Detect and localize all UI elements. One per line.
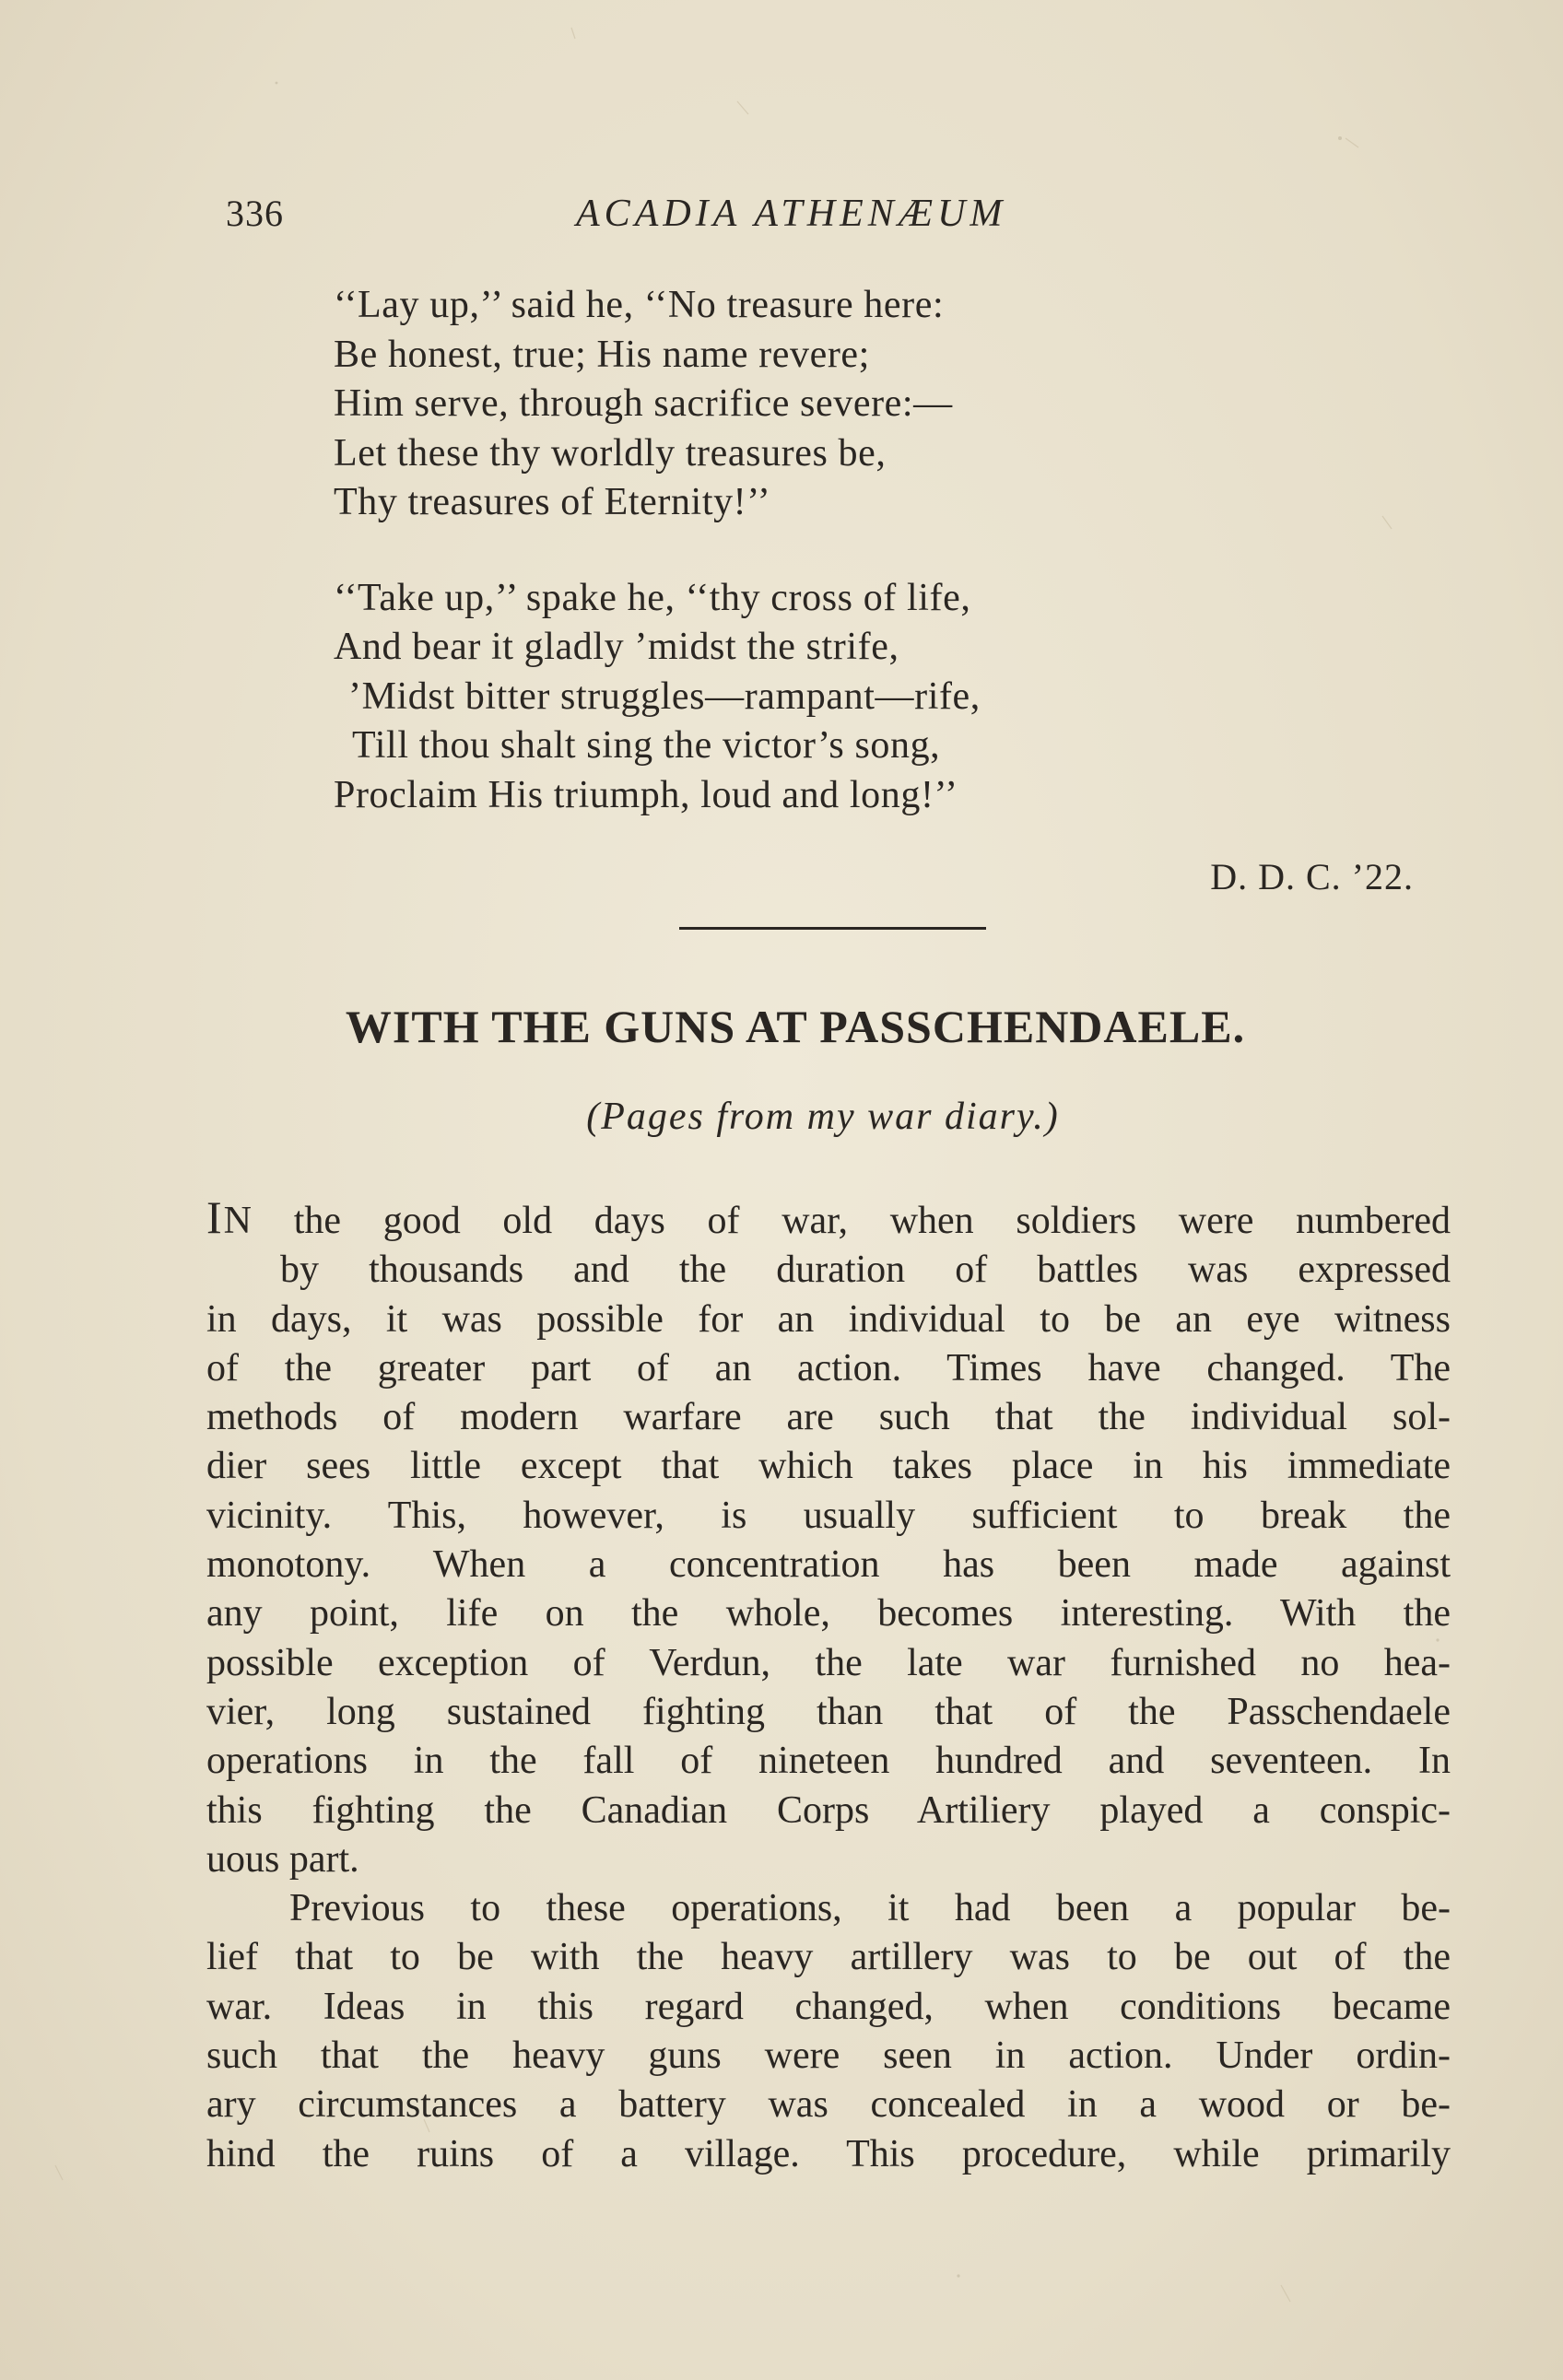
text-line: in days, it was possible for an individual to be an eye witness: [206, 1297, 1451, 1341]
text-line: such that the heavy guns were seen in action. Under ordin-: [206, 2034, 1451, 2078]
poem-line: Proclaim His triumph, loud and long!’’: [334, 773, 958, 816]
poem-line: Let these thy worldly treasures be,: [334, 431, 887, 475]
poem-line: ’Midst bitter struggles—rampant—rife,: [348, 674, 981, 718]
drop-cap: I: [206, 1191, 224, 1243]
text-line: any point, life on the whole, becomes interesting. With the: [206, 1592, 1451, 1636]
text-line: Previous to these operations, it had been a popular be-: [289, 1887, 1451, 1930]
text-line: vicinity. This, however, is usually sufficient to break the: [206, 1494, 1451, 1537]
text-line: monotony. When a concentration has been made against: [206, 1543, 1451, 1587]
page-number: 336: [226, 193, 284, 234]
paragraph-1: [206, 1193, 1451, 1884]
section-divider: [679, 927, 986, 930]
text-line: this fighting the Canadian Corps Artiliery played a conspic-: [206, 1788, 1451, 1832]
text-line: of the greater part of an action. Times have changed. The: [206, 1346, 1451, 1389]
page-header: [226, 192, 1433, 247]
text-line: dier sees little except that which takes place in his immediate: [206, 1445, 1451, 1488]
poem-line: Him serve, through sacrifice severe:—: [334, 382, 953, 425]
text-line: by thousands and the duration of battles was expressed: [280, 1249, 1451, 1292]
running-title: ACADIA ATHENÆUM: [576, 193, 1007, 235]
text-line: lief that to be with the heavy artillery was to be out of the: [206, 1936, 1451, 1979]
poem-line: And bear it gladly ’midst the strife,: [334, 626, 899, 668]
poem-line: ‘‘Take up,’’ spake he, ‘‘thy cross of life,: [334, 576, 971, 619]
poem-signature: D. D. C. ’22.: [1210, 856, 1414, 897]
article-body: [206, 1193, 1451, 2179]
text-line: ary circumstances a battery was concealed in a wood or be-: [206, 2083, 1451, 2127]
poem-stanza-1: [334, 281, 1255, 528]
text-line: possible exception of Verdun, the late war furnished no hea-: [206, 1641, 1451, 1684]
poem-stanza-2: [334, 574, 1255, 821]
poem-line: Be honest, true; His name revere;: [334, 333, 870, 376]
article-title: WITH THE GUNS AT PASSCHENDAELE.: [345, 1001, 1246, 1052]
text-line: uous part.: [206, 1837, 359, 1881]
text-line: vier, long sustained fighting than that of the Passchendaele: [206, 1690, 1451, 1733]
poem: [334, 281, 1255, 866]
text-line: hind the ruins of a village. This procedure, while primarily: [206, 2132, 1451, 2175]
poem-line: Till thou shalt sing the victor’s song,: [352, 724, 941, 767]
article-subtitle: (Pages from my war diary.): [586, 1096, 1060, 1138]
text-line: operations in the fall of nineteen hundred and seventeen. In: [206, 1740, 1451, 1783]
text-line: [206, 1193, 1451, 1246]
text-line-content: N the good old days of war, when soldiers were numbered: [223, 1200, 1451, 1242]
poem-line: ‘‘Lay up,’’ said he, ‘‘No treasure here:: [334, 284, 945, 326]
text-line: methods of modern warfare are such that the individual sol-: [206, 1396, 1451, 1439]
text-line: war. Ideas in this regard changed, when conditions became: [206, 1985, 1451, 2028]
paragraph-2: [206, 1884, 1451, 2179]
poem-line: Thy treasures of Eternity!’’: [334, 481, 771, 523]
